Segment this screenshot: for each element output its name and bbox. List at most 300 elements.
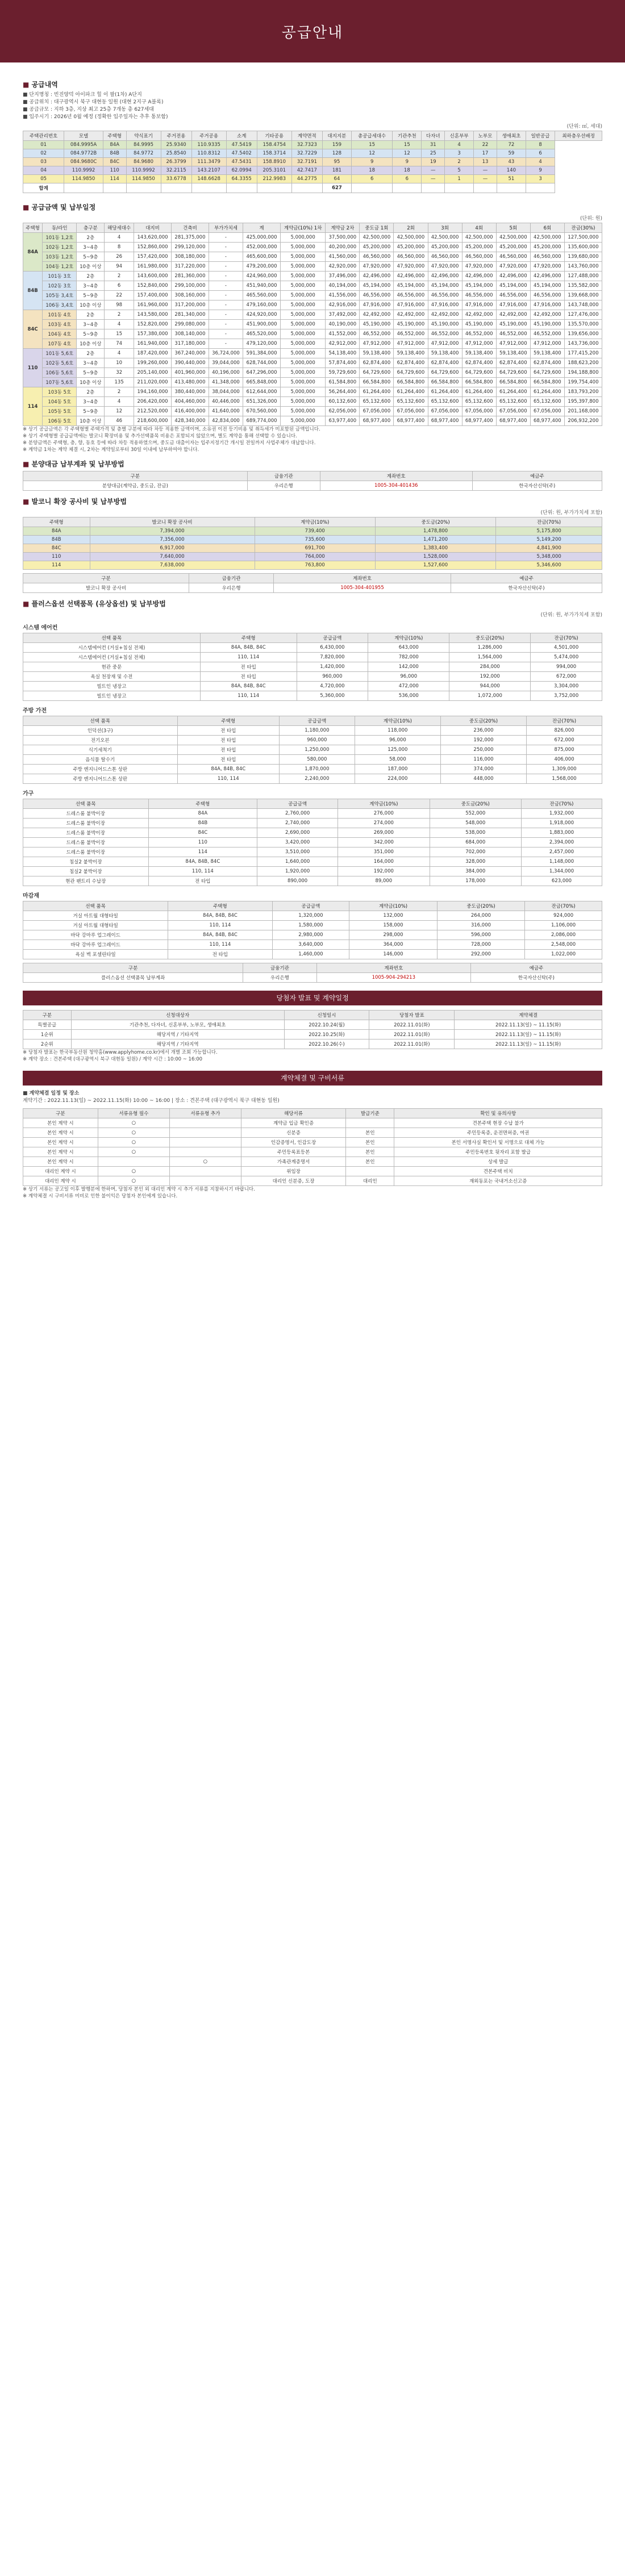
table-cell: 924,000 — [525, 911, 602, 921]
column-header: 대지비 — [134, 223, 172, 233]
table-cell: 299,100,000 — [172, 281, 209, 291]
table-cell: 41,348,000 — [209, 378, 243, 387]
table-cell: 317,220,000 — [172, 262, 209, 272]
table-cell: 65,132,600 — [428, 397, 462, 407]
table-cell: 102동 5,6호 — [43, 358, 77, 368]
table-row — [23, 819, 602, 828]
table-cell: 424,960,000 — [243, 272, 281, 281]
unit-type-cell: 84C — [23, 310, 43, 349]
table-row — [23, 1118, 602, 1128]
table-cell: 해당지역 / 기타지역 — [71, 1039, 284, 1049]
options-unit: (단위: 원, 부가가치세 포함) — [540, 612, 602, 618]
table-cell: 3,304,000 — [531, 682, 602, 691]
unit-type-cell: 84B — [23, 272, 43, 310]
table-cell: 84A, 84B, 84C — [200, 643, 297, 653]
column-header: 주택형 — [23, 517, 90, 527]
table-cell: 64.3355 — [226, 175, 257, 183]
table-cell: 인덕션(3구) — [23, 726, 178, 736]
column-header: 주거전용 — [161, 131, 191, 141]
table-cell: 135 — [105, 378, 134, 387]
note-line: ※ 계약체결 시 구비서류 미비로 인한 불이익은 당첨자 본인에게 있습니다. — [23, 1193, 178, 1199]
table-row — [23, 252, 602, 262]
table-cell: 59,138,400 — [496, 349, 530, 358]
column-header: 잔금(70%) — [527, 716, 602, 726]
table-cell: 46,552,000 — [394, 329, 428, 339]
table-cell: 201,168,000 — [564, 407, 602, 416]
table-cell: 651,326,000 — [243, 397, 281, 407]
table-cell: 552,000 — [430, 809, 521, 819]
table-cell — [291, 183, 322, 193]
table-cell: 479,160,000 — [243, 300, 281, 310]
column-header: 당첨자 발표 — [369, 1011, 455, 1020]
table-cell: - — [209, 233, 243, 243]
table-cell: 51 — [497, 175, 526, 183]
table-row — [23, 1020, 602, 1030]
table-cell: 7,394,000 — [90, 527, 255, 536]
table-cell: 2022.11.13(일) ~ 11.15(화) — [455, 1030, 602, 1039]
table-cell: 32.7323 — [291, 141, 322, 149]
table-cell: 68,977,400 — [394, 416, 428, 426]
table-row — [23, 158, 602, 166]
table-cell: 65,132,600 — [530, 397, 564, 407]
header-row — [23, 633, 602, 643]
table-cell: 47,920,000 — [496, 262, 530, 272]
table-cell: 47,916,000 — [428, 300, 462, 310]
table-cell: 212,520,000 — [134, 407, 172, 416]
table-cell: 1,932,000 — [522, 809, 602, 819]
table-cell: 42,492,000 — [496, 310, 530, 320]
column-header: 구분 — [23, 1109, 98, 1118]
table-cell — [103, 183, 126, 193]
table-cell: 110, 114 — [168, 940, 272, 950]
table-cell: 5,000,000 — [280, 329, 325, 339]
table-cell: 42,492,000 — [462, 310, 496, 320]
column-header: 공급금액 — [297, 633, 368, 643]
table-cell: 전 타입 — [200, 662, 297, 672]
table-cell: 04 — [23, 166, 64, 175]
column-header: 구분 — [23, 574, 189, 583]
table-cell: 1,309,000 — [527, 765, 602, 774]
options-tables — [23, 623, 602, 959]
table-cell: 68,977,400 — [360, 416, 394, 426]
column-header: 층구분 — [77, 223, 105, 233]
table-cell: 2022.11.01(화) — [369, 1039, 455, 1049]
table-cell: 479,120,000 — [243, 339, 281, 349]
table-cell: 인감증명서, 인감도장 — [241, 1138, 345, 1147]
payment-account-table — [23, 471, 602, 491]
table-cell: 02 — [23, 149, 64, 158]
table-cell: 316,000 — [437, 921, 524, 930]
column-header: 서류유형 추가 — [169, 1109, 241, 1118]
table-cell: 대리인 계약 시 — [23, 1176, 98, 1186]
table-cell: 12 — [105, 407, 134, 416]
table-cell: — — [474, 175, 497, 183]
table-cell: 22 — [474, 141, 497, 149]
table-cell: 7,820,000 — [297, 653, 368, 662]
table-cell: 276,000 — [338, 809, 430, 819]
column-header: 계약금(10%) 1차 — [280, 223, 325, 233]
table-cell: 5,000,000 — [280, 339, 325, 349]
table-cell: 161,940,000 — [134, 339, 172, 349]
table-cell: 281,340,000 — [172, 310, 209, 320]
table-cell: 110 — [103, 166, 126, 175]
table-cell: 전 타입 — [200, 672, 297, 682]
options-title: ■ 플러스옵션 선택품목 (유상옵션) 및 납부방법 — [23, 599, 602, 608]
table-cell: 전 타입 — [148, 876, 257, 886]
table-cell: 25.8540 — [161, 149, 191, 158]
table-cell: 25.9340 — [161, 141, 191, 149]
column-header: 최하층우선배정 — [555, 131, 602, 141]
table-cell: 전기오븐 — [23, 736, 178, 745]
table-cell: 65,132,600 — [360, 397, 394, 407]
table-cell — [474, 183, 497, 193]
table-cell: 42,500,000 — [530, 233, 564, 243]
contract-lines — [23, 1090, 602, 1105]
table-cell: 127,500,000 — [564, 233, 602, 243]
table-cell: 672,000 — [527, 736, 602, 745]
table-cell: 5,000,000 — [280, 368, 325, 378]
table-cell: 42,500,000 — [394, 233, 428, 243]
table-cell: 110 — [23, 553, 90, 561]
table-cell: 61,264,400 — [530, 387, 564, 397]
table-cell: 413,480,000 — [172, 378, 209, 387]
table-cell — [526, 183, 555, 193]
table-cell: 1,148,000 — [522, 857, 602, 867]
table-cell: 367,240,000 — [172, 349, 209, 358]
table-cell: 68,977,400 — [496, 416, 530, 426]
table-cell: 5,000,000 — [280, 291, 325, 300]
table-cell: 현관 중문 — [23, 662, 201, 672]
table-cell: 591,384,000 — [243, 349, 281, 358]
table-cell: 110.9992 — [126, 166, 161, 175]
table-cell: 본인 — [346, 1157, 394, 1167]
table-cell: 284,000 — [449, 662, 531, 672]
table-cell: 1,072,000 — [449, 691, 531, 701]
column-header: 구분 — [23, 1011, 72, 1020]
table-row — [23, 310, 602, 320]
table-cell: 42,916,000 — [326, 300, 360, 310]
table-cell: 1순위 — [23, 1030, 72, 1039]
table-cell: 152,840,000 — [134, 281, 172, 291]
table-cell: 33.6778 — [161, 175, 191, 183]
table-cell: 5,000,000 — [280, 397, 325, 407]
table-row — [23, 1147, 602, 1157]
table-cell: 187,420,000 — [134, 349, 172, 358]
table-cell: 66,584,800 — [360, 378, 394, 387]
option-table — [23, 633, 602, 701]
table-cell: 1,564,000 — [449, 653, 531, 662]
column-header: 소계 — [226, 131, 257, 141]
table-cell: 40,190,000 — [326, 320, 360, 329]
table-row — [23, 281, 602, 291]
option-table — [23, 901, 602, 959]
table-cell: 62,874,400 — [394, 358, 428, 368]
column-header: 금융기관 — [247, 471, 320, 481]
table-cell: 2022.11.01(화) — [369, 1020, 455, 1030]
table-cell: 181 — [322, 166, 351, 175]
table-row — [23, 320, 602, 329]
table-cell: 6 — [393, 175, 422, 183]
column-header: 대지지분 — [322, 131, 351, 141]
table-cell — [346, 1167, 394, 1176]
column-header: 생애최초 — [497, 131, 526, 141]
column-header: 계약체결 — [455, 1011, 602, 1020]
table-cell: 전 타입 — [168, 950, 272, 959]
table-cell: 114 — [23, 561, 90, 570]
table-cell: 견본주택 현장 수납 불가 — [394, 1118, 602, 1128]
column-header: 중도금(20%) — [437, 901, 524, 911]
table-cell — [346, 1118, 394, 1128]
table-cell: 465,600,000 — [243, 252, 281, 262]
table-cell: 9 — [526, 166, 555, 175]
table-cell: 음식물 탈수기 — [23, 755, 178, 765]
payment-account-title: ■ 분양대금 납부계좌 및 납부방법 — [23, 459, 602, 469]
table-cell: 10층 이상 — [77, 262, 105, 272]
content — [0, 62, 625, 1200]
table-row — [23, 358, 602, 368]
table-cell: 4,841,900 — [496, 544, 602, 553]
table-cell: 6 — [526, 149, 555, 158]
table-cell: 1,528,000 — [375, 553, 495, 561]
table-cell: 1,640,000 — [257, 857, 338, 867]
schedule-bar: 당첨자 발표 및 계약일정 — [23, 991, 602, 1005]
table-cell: 110.9335 — [191, 141, 226, 149]
table-cell: 143,600,000 — [134, 272, 172, 281]
table-cell: 64 — [322, 175, 351, 183]
table-cell — [169, 1118, 241, 1128]
table-cell: 계약금 입금 확인증 — [241, 1118, 345, 1128]
table-cell: 드레스룸 붙박이장 — [23, 838, 149, 847]
table-cell: 38,044,000 — [209, 387, 243, 397]
unit-type-cell: 114 — [23, 387, 43, 426]
table-cell: 2,980,000 — [272, 930, 349, 940]
table-cell: 40,200,000 — [326, 243, 360, 252]
column-header: 계 — [243, 223, 281, 233]
table-cell: 45,190,000 — [394, 320, 428, 329]
table-cell: 212.9983 — [257, 175, 291, 183]
table-cell: 199,260,000 — [134, 358, 172, 368]
column-header: 잔금(70%) — [525, 901, 602, 911]
table-cell: 68,977,400 — [428, 416, 462, 426]
option-table — [23, 716, 602, 784]
table-cell: ○ — [98, 1167, 169, 1176]
table-cell: 465,520,000 — [243, 329, 281, 339]
table-cell: 64,729,600 — [462, 368, 496, 378]
table-cell: 425,000,000 — [243, 233, 281, 243]
table-cell: 110 — [148, 838, 257, 847]
table-cell: 37,492,000 — [326, 310, 360, 320]
table-cell: 위임장 — [241, 1167, 345, 1176]
table-cell: 45,190,000 — [428, 320, 462, 329]
table-cell: 128 — [322, 149, 351, 158]
table-cell: 22 — [105, 291, 134, 300]
table-cell: 우리은행 — [243, 973, 317, 983]
table-cell: 364,000 — [349, 940, 437, 950]
table-cell: 2층 — [77, 272, 105, 281]
table-cell: 875,000 — [527, 745, 602, 755]
table-row — [23, 141, 602, 149]
table-cell: 96,000 — [355, 736, 440, 745]
overview-line: ■ 공급규모 : 지하 3층, 지상 최고 25층 7개동 총 627세대 — [23, 107, 154, 112]
table-cell: 2 — [105, 387, 134, 397]
table-cell: 1,106,000 — [525, 921, 602, 930]
column-header: 다자녀 — [422, 131, 445, 141]
table-cell: 67,056,000 — [496, 407, 530, 416]
table-cell — [169, 1147, 241, 1157]
table-cell: 281,360,000 — [172, 272, 209, 281]
table-cell: 2,740,000 — [257, 819, 338, 828]
table-cell: 욕실 천장재 및 수전 — [23, 672, 201, 682]
table-cell: 317,200,000 — [172, 300, 209, 310]
table-cell: 116,000 — [440, 755, 526, 765]
table-row — [23, 755, 602, 765]
table-cell: 308,160,000 — [172, 291, 209, 300]
table-cell: 47,920,000 — [530, 262, 564, 272]
table-row — [23, 272, 602, 281]
table-cell: 45,190,000 — [530, 320, 564, 329]
table-cell: 3 — [445, 149, 474, 158]
column-header: 주택형 — [23, 223, 43, 233]
table-cell: 84.9772 — [126, 149, 161, 158]
column-header: 부가가치세 — [209, 223, 243, 233]
table-cell: 2,394,000 — [522, 838, 602, 847]
table-cell: 206,420,000 — [134, 397, 172, 407]
column-header: 계약금(10%) — [338, 799, 430, 809]
table-cell: 12 — [393, 149, 422, 158]
table-cell: 84B — [148, 819, 257, 828]
contract-line: 계약기간 : 2022.11.13(일) ~ 2022.11.15(화) 10:00 ~ 16:00 | 장소 : 견본주택 (대구광역시 북구 대현동 일원) — [23, 1098, 280, 1104]
table-cell: 3~4층 — [77, 397, 105, 407]
table-cell: 406,000 — [527, 755, 602, 765]
table-cell: 84A — [103, 141, 126, 149]
column-header: 계약금(10%) — [349, 901, 437, 911]
table-cell: 42,496,000 — [462, 272, 496, 281]
table-cell: 67,056,000 — [462, 407, 496, 416]
table-cell: 2022.11.13(일) ~ 11.15(화) — [455, 1020, 602, 1030]
table-cell: 102동 1,2호 — [43, 243, 77, 252]
note-line: ※ 상기 주택형별 공급금액에는 발코니 확장비용 및 추가선택품목 비용은 포함되지 않았으며, 별도 계약을 통해 선택할 수 있습니다. — [23, 433, 297, 439]
column-header: 주택형 — [148, 799, 257, 809]
table-cell: 전 타입 — [177, 755, 279, 765]
table-cell: 64,729,600 — [394, 368, 428, 378]
table-cell: 36,724,000 — [209, 349, 243, 358]
table-row — [23, 368, 602, 378]
table-cell: 1,918,000 — [522, 819, 602, 828]
column-header: 계약면적 — [291, 131, 322, 141]
table-cell: 46,560,000 — [530, 252, 564, 262]
table-cell: 2층 — [77, 310, 105, 320]
table-cell: 2,690,000 — [257, 828, 338, 838]
table-cell: 110, 114 — [200, 691, 297, 701]
table-cell: 401,960,000 — [172, 368, 209, 378]
table-cell: 1,180,000 — [279, 726, 355, 736]
table-cell: 주민등록증, 운전면허증, 여권 — [394, 1128, 602, 1138]
table-cell: 206,932,200 — [564, 416, 602, 426]
table-cell: 시스템에어컨 (거실+침실 전체) — [23, 653, 201, 662]
table-cell: 47,912,000 — [530, 339, 564, 349]
table-cell: 42,492,000 — [530, 310, 564, 320]
table-cell: 84A, 84B, 84C — [168, 930, 272, 940]
table-cell: 46 — [105, 416, 134, 426]
table-row — [23, 1030, 602, 1039]
table-cell: 57,874,400 — [326, 358, 360, 368]
table-cell: 5,149,200 — [496, 536, 602, 544]
column-header: 금융기관 — [243, 963, 317, 973]
table-cell: 전 타입 — [177, 745, 279, 755]
table-cell: 42,500,000 — [428, 233, 462, 243]
table-cell: 342,000 — [338, 838, 430, 847]
table-cell — [64, 183, 103, 193]
table-cell: 46,556,000 — [496, 291, 530, 300]
table-cell: 본인 계약 시 — [23, 1157, 98, 1167]
table-cell: 39,044,000 — [209, 358, 243, 368]
column-header: 중도금(20%) — [375, 517, 495, 527]
table-cell: 94 — [105, 262, 134, 272]
table-cell: 135,570,000 — [564, 320, 602, 329]
table-cell: 62,874,400 — [428, 358, 462, 368]
table-cell: ○ — [98, 1176, 169, 1186]
table-cell: 5,360,000 — [297, 691, 368, 701]
header-row — [23, 799, 602, 809]
table-cell: 9 — [352, 158, 393, 166]
table-cell: 43 — [497, 158, 526, 166]
header-row — [23, 716, 602, 726]
table-cell: 084.9772B — [64, 149, 103, 158]
table-cell: 64,729,600 — [530, 368, 564, 378]
option-group-title: 시스템 에어컨 — [23, 625, 58, 631]
table-cell: 59,138,400 — [394, 349, 428, 358]
unit-type-cell: 84A — [23, 233, 43, 272]
column-header: 확인 및 유의사항 — [394, 1109, 602, 1118]
table-cell: 628,744,000 — [243, 358, 281, 368]
table-cell: 47,920,000 — [462, 262, 496, 272]
table-cell: 59,138,400 — [360, 349, 394, 358]
table-cell: 218,600,000 — [134, 416, 172, 426]
table-cell: 45,194,000 — [462, 281, 496, 291]
table-cell: 101동 1,2호 — [43, 233, 77, 243]
table-row — [23, 930, 602, 940]
column-header: 발코니 확장 공사비 — [90, 517, 255, 527]
table-cell: 46,560,000 — [394, 252, 428, 262]
table-cell: 2순위 — [23, 1039, 72, 1049]
table-cell: 4 — [445, 141, 474, 149]
table-cell: 3~4층 — [77, 320, 105, 329]
table-cell: 103동 4호 — [43, 320, 77, 329]
column-header: 중도금(20%) — [430, 799, 521, 809]
table-cell: 178,000 — [430, 876, 521, 886]
table-cell: 01 — [23, 141, 64, 149]
table-cell: 47,916,000 — [530, 300, 564, 310]
column-header: 해당세대수 — [105, 223, 134, 233]
table-cell: 143,580,000 — [134, 310, 172, 320]
table-cell: 2,548,000 — [525, 940, 602, 950]
table-row — [23, 653, 602, 662]
table-row — [23, 397, 602, 407]
table-cell: 67,056,000 — [530, 407, 564, 416]
table-cell: 269,000 — [338, 828, 430, 838]
table-cell: 374,000 — [440, 765, 526, 774]
table-cell: 448,000 — [440, 774, 526, 784]
column-header: 4회 — [462, 223, 496, 233]
table-cell: 643,000 — [368, 643, 449, 653]
table-cell: 본인 계약 시 — [23, 1138, 98, 1147]
table-cell: 32 — [105, 368, 134, 378]
table-cell: 62,874,400 — [462, 358, 496, 368]
table-cell: 2 — [445, 158, 474, 166]
table-row — [23, 662, 602, 672]
table-cell: 98 — [105, 300, 134, 310]
column-header: 발급기준 — [346, 1109, 394, 1118]
